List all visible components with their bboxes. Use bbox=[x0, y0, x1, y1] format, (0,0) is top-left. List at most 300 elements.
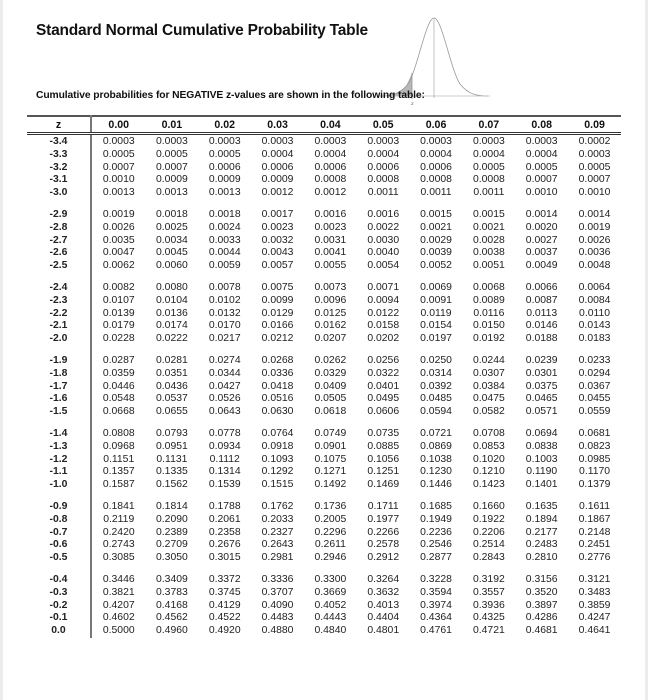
probability-cell: 0.0003 bbox=[472, 136, 505, 147]
probability-cell: 0.0087 bbox=[525, 294, 558, 306]
probability-cell: 0.1611 bbox=[579, 500, 611, 512]
probability-cell: 0.2483 bbox=[525, 539, 558, 551]
probability-cell: 0.0080 bbox=[156, 281, 188, 293]
z-value-cell: -0.4 bbox=[27, 574, 91, 587]
spacer-cell bbox=[91, 492, 621, 501]
probability-cell: 0.4840 bbox=[314, 625, 347, 637]
z-value-cell: -1.7 bbox=[27, 381, 91, 394]
table-row bbox=[27, 368, 621, 381]
probability-cell: 0.0162 bbox=[314, 320, 347, 332]
table-row bbox=[27, 441, 621, 454]
probability-cell: 0.0102 bbox=[208, 294, 241, 306]
probability-cell: 0.0329 bbox=[314, 367, 347, 379]
probability-cell: 0.0018 bbox=[208, 208, 241, 220]
probability-cell: 0.1292 bbox=[261, 466, 294, 478]
probability-cell: 0.0099 bbox=[261, 294, 294, 306]
table-row bbox=[27, 381, 621, 394]
z-value-cell: -3.2 bbox=[27, 162, 91, 175]
probability-cell: 0.0392 bbox=[420, 380, 452, 392]
probability-cell: 0.4364 bbox=[420, 612, 452, 624]
table-row bbox=[27, 454, 621, 467]
probability-cell: 0.5000 bbox=[102, 625, 135, 637]
probability-cell: 0.0505 bbox=[314, 393, 347, 405]
probability-cell: 0.1112 bbox=[209, 453, 240, 465]
table-caption: Cumulative probabilities for NEGATIVE z-values are shown in the following table: bbox=[36, 90, 425, 101]
probability-cell: 0.1977 bbox=[367, 513, 400, 525]
table-row bbox=[27, 428, 621, 441]
probability-cell: 0.0618 bbox=[314, 406, 347, 418]
table-row bbox=[27, 501, 621, 514]
probability-cell: 0.0119 bbox=[420, 307, 452, 319]
spacer-cell bbox=[91, 273, 621, 282]
probability-cell: 0.0003 bbox=[578, 148, 611, 160]
probability-cell: 0.0110 bbox=[579, 307, 611, 319]
probability-cell: 0.0068 bbox=[472, 281, 505, 293]
group-spacer bbox=[27, 419, 621, 428]
probability-cell: 0.0015 bbox=[420, 208, 452, 220]
probability-cell: 0.0052 bbox=[420, 260, 452, 272]
probability-cell: 0.0094 bbox=[367, 294, 400, 306]
z-value-cell: -1.5 bbox=[27, 406, 91, 419]
z-value-cell: -0.2 bbox=[27, 600, 91, 613]
probability-cell: 0.1446 bbox=[420, 479, 452, 491]
probability-cell: 0.0043 bbox=[261, 247, 294, 259]
probability-cell: 0.0035 bbox=[102, 234, 135, 246]
probability-cell: 0.0055 bbox=[314, 260, 347, 272]
table-row bbox=[27, 222, 621, 235]
probability-cell: 0.1660 bbox=[472, 500, 505, 512]
probability-cell: 0.1020 bbox=[472, 453, 505, 465]
probability-cell: 0.1151 bbox=[103, 453, 135, 465]
z-value-cell: -1.3 bbox=[27, 441, 91, 454]
probability-cell: 0.4602 bbox=[102, 612, 135, 624]
column-header: 0.09 bbox=[568, 116, 621, 134]
probability-cell: 0.0006 bbox=[208, 161, 241, 173]
probability-cell: 0.3897 bbox=[525, 599, 558, 611]
probability-cell: 0.0853 bbox=[472, 440, 505, 452]
probability-cell: 0.0006 bbox=[367, 161, 400, 173]
probability-cell: 0.0082 bbox=[102, 281, 135, 293]
probability-cell: 0.0139 bbox=[102, 307, 135, 319]
probability-cell: 0.2578 bbox=[367, 539, 400, 551]
probability-cell: 0.0104 bbox=[156, 294, 188, 306]
probability-cell: 0.0025 bbox=[156, 221, 188, 233]
probability-cell: 0.0367 bbox=[578, 380, 611, 392]
probability-cell: 0.1736 bbox=[314, 500, 347, 512]
probability-cell: 0.4522 bbox=[208, 612, 241, 624]
probability-cell: 0.1003 bbox=[525, 453, 558, 465]
column-header: 0.08 bbox=[515, 116, 568, 134]
probability-cell: 0.1539 bbox=[208, 479, 241, 491]
table-row bbox=[27, 625, 621, 638]
probability-cell: 0.0968 bbox=[102, 440, 135, 452]
probability-cell: 0.0059 bbox=[208, 260, 241, 272]
spacer-cell bbox=[91, 419, 621, 428]
probability-cell: 0.0031 bbox=[314, 234, 347, 246]
table-row bbox=[27, 552, 621, 565]
probability-cell: 0.0918 bbox=[261, 440, 294, 452]
probability-cell: 0.4562 bbox=[156, 612, 188, 624]
z-value-cell: -1.0 bbox=[27, 479, 91, 492]
probability-cell: 0.0017 bbox=[261, 208, 294, 220]
probability-cell: 0.0174 bbox=[156, 320, 188, 332]
probability-cell: 0.0122 bbox=[367, 307, 400, 319]
probability-cell: 0.0045 bbox=[156, 247, 188, 259]
probability-cell: 0.4721 bbox=[472, 625, 505, 637]
probability-cell: 0.0314 bbox=[420, 367, 452, 379]
probability-cell: 0.0455 bbox=[578, 393, 611, 405]
probability-cell: 0.2946 bbox=[314, 552, 347, 564]
probability-cell: 0.0019 bbox=[578, 221, 611, 233]
probability-cell: 0.0012 bbox=[314, 187, 347, 199]
probability-cell: 0.3594 bbox=[420, 586, 452, 598]
probability-cell: 0.4052 bbox=[314, 599, 347, 611]
probability-cell: 0.4880 bbox=[261, 625, 294, 637]
probability-cell: 0.2119 bbox=[103, 513, 135, 525]
probability-cell: 0.0009 bbox=[261, 174, 294, 186]
probability-cell: 0.0084 bbox=[578, 294, 611, 306]
column-header: 0.01 bbox=[145, 116, 198, 134]
probability-cell: 0.1251 bbox=[367, 466, 400, 478]
probability-cell: 0.3446 bbox=[102, 573, 135, 585]
table-row bbox=[27, 514, 621, 527]
probability-cell: 0.0268 bbox=[261, 354, 294, 366]
probability-cell: 0.4404 bbox=[367, 612, 400, 624]
probability-cell: 0.0015 bbox=[472, 208, 505, 220]
probability-cell: 0.0009 bbox=[156, 174, 188, 186]
probability-cell: 0.0008 bbox=[367, 174, 400, 186]
probability-cell: 0.2776 bbox=[578, 552, 611, 564]
z-value-cell: -0.6 bbox=[27, 539, 91, 552]
probability-cell: 0.1469 bbox=[367, 479, 400, 491]
probability-cell: 0.0287 bbox=[102, 354, 135, 366]
probability-cell: 0.1038 bbox=[420, 453, 452, 465]
probability-cell: 0.0985 bbox=[578, 453, 611, 465]
probability-cell: 0.0089 bbox=[472, 294, 505, 306]
probability-cell: 0.0655 bbox=[156, 406, 188, 418]
probability-cell: 0.0036 bbox=[578, 247, 611, 259]
probability-cell: 0.3372 bbox=[208, 573, 241, 585]
probability-cell: 0.0005 bbox=[472, 161, 505, 173]
probability-cell: 0.1190 bbox=[526, 466, 558, 478]
probability-cell: 0.4013 bbox=[367, 599, 400, 611]
probability-cell: 0.0039 bbox=[420, 247, 452, 259]
column-header: 0.04 bbox=[304, 116, 357, 134]
probability-cell: 0.0838 bbox=[525, 440, 558, 452]
probability-cell: 0.2061 bbox=[208, 513, 241, 525]
probability-cell: 0.0022 bbox=[367, 221, 400, 233]
probability-cell: 0.3264 bbox=[367, 573, 400, 585]
probability-cell: 0.0202 bbox=[367, 333, 400, 345]
probability-cell: 0.2676 bbox=[208, 539, 241, 551]
probability-cell: 0.0021 bbox=[472, 221, 505, 233]
probability-cell: 0.0004 bbox=[472, 148, 505, 160]
probability-cell: 0.0034 bbox=[156, 234, 188, 246]
probability-cell: 0.2005 bbox=[314, 513, 347, 525]
probability-cell: 0.0004 bbox=[367, 148, 400, 160]
probability-cell: 0.0091 bbox=[420, 294, 452, 306]
probability-cell: 0.1562 bbox=[156, 479, 188, 491]
probability-cell: 0.4443 bbox=[314, 612, 347, 624]
probability-cell: 0.0026 bbox=[578, 234, 611, 246]
probability-cell: 0.0548 bbox=[102, 393, 135, 405]
probability-cell: 0.0192 bbox=[472, 333, 505, 345]
z-value-cell: -2.5 bbox=[27, 260, 91, 273]
probability-cell: 0.0107 bbox=[102, 294, 135, 306]
probability-cell: 0.0537 bbox=[156, 393, 188, 405]
probability-cell: 0.2090 bbox=[156, 513, 188, 525]
probability-cell: 0.0003 bbox=[156, 136, 188, 147]
probability-cell: 0.0011 bbox=[420, 187, 452, 199]
column-header: 0.03 bbox=[251, 116, 304, 134]
probability-cell: 0.1170 bbox=[579, 466, 611, 478]
probability-cell: 0.0008 bbox=[420, 174, 452, 186]
probability-cell: 0.3783 bbox=[156, 586, 188, 598]
probability-cell: 0.0158 bbox=[367, 320, 400, 332]
z-value-cell: -3.4 bbox=[27, 134, 91, 149]
probability-cell: 0.0003 bbox=[525, 136, 558, 147]
spacer-cell bbox=[91, 200, 621, 209]
probability-cell: 0.1357 bbox=[102, 466, 135, 478]
probability-cell: 0.0170 bbox=[208, 320, 241, 332]
probability-cell: 0.0749 bbox=[314, 427, 347, 439]
probability-cell: 0.0113 bbox=[526, 307, 558, 319]
probability-cell: 0.0359 bbox=[102, 367, 135, 379]
probability-cell: 0.0516 bbox=[261, 393, 294, 405]
probability-cell: 0.0188 bbox=[525, 333, 558, 345]
table-row bbox=[27, 308, 621, 321]
probability-cell: 0.0037 bbox=[525, 247, 558, 259]
probability-cell: 0.0007 bbox=[578, 174, 611, 186]
probability-cell: 0.0418 bbox=[261, 380, 294, 392]
probability-cell: 0.0735 bbox=[367, 427, 400, 439]
probability-cell: 0.1335 bbox=[156, 466, 188, 478]
probability-cell: 0.3669 bbox=[314, 586, 347, 598]
z-value-cell: -0.1 bbox=[27, 612, 91, 625]
probability-cell: 0.0028 bbox=[472, 234, 505, 246]
probability-cell: 0.2266 bbox=[367, 526, 400, 538]
probability-cell: 0.0041 bbox=[314, 247, 347, 259]
probability-cell: 0.0606 bbox=[367, 406, 400, 418]
probability-cell: 0.0008 bbox=[472, 174, 505, 186]
probability-cell: 0.0007 bbox=[102, 161, 135, 173]
probability-cell: 0.0012 bbox=[261, 187, 294, 199]
probability-cell: 0.3192 bbox=[472, 573, 505, 585]
probability-cell: 0.2451 bbox=[578, 539, 611, 551]
probability-cell: 0.3745 bbox=[208, 586, 241, 598]
probability-cell: 0.0064 bbox=[578, 281, 611, 293]
probability-cell: 0.0009 bbox=[208, 174, 241, 186]
probability-cell: 0.0075 bbox=[261, 281, 294, 293]
probability-cell: 0.4286 bbox=[525, 612, 558, 624]
spacer-cell bbox=[27, 200, 91, 209]
z-value-cell: -2.4 bbox=[27, 282, 91, 295]
z-value-cell: -3.1 bbox=[27, 174, 91, 187]
page-edge-left bbox=[0, 0, 3, 700]
probability-cell: 0.0446 bbox=[102, 380, 135, 392]
probability-cell: 0.1379 bbox=[578, 479, 611, 491]
z-value-cell: -2.6 bbox=[27, 247, 91, 260]
probability-cell: 0.0322 bbox=[367, 367, 400, 379]
probability-cell: 0.4129 bbox=[208, 599, 241, 611]
probability-cell: 0.3483 bbox=[578, 586, 611, 598]
probability-cell: 0.3156 bbox=[525, 573, 558, 585]
probability-cell: 0.0375 bbox=[525, 380, 558, 392]
probability-cell: 0.3085 bbox=[102, 552, 135, 564]
table-row bbox=[27, 162, 621, 175]
probability-cell: 0.0150 bbox=[472, 320, 505, 332]
probability-cell: 0.0146 bbox=[525, 320, 558, 332]
z-value-cell: -3.0 bbox=[27, 187, 91, 200]
probability-cell: 0.1814 bbox=[156, 500, 188, 512]
z-value-cell: -1.4 bbox=[27, 428, 91, 441]
probability-cell: 0.4090 bbox=[261, 599, 294, 611]
probability-cell: 0.0010 bbox=[578, 187, 611, 199]
probability-cell: 0.0005 bbox=[102, 148, 135, 160]
probability-cell: 0.2709 bbox=[156, 539, 188, 551]
probability-cell: 0.1762 bbox=[261, 500, 294, 512]
probability-cell: 0.2296 bbox=[314, 526, 347, 538]
probability-cell: 0.1841 bbox=[102, 500, 135, 512]
probability-cell: 0.0024 bbox=[208, 221, 241, 233]
probability-cell: 0.0005 bbox=[578, 161, 611, 173]
probability-cell: 0.1515 bbox=[261, 479, 294, 491]
probability-cell: 0.0475 bbox=[472, 393, 505, 405]
table-row bbox=[27, 149, 621, 162]
probability-cell: 0.0006 bbox=[261, 161, 294, 173]
probability-cell: 0.0040 bbox=[367, 247, 400, 259]
group-spacer bbox=[27, 346, 621, 355]
probability-cell: 0.4920 bbox=[208, 625, 241, 637]
probability-cell: 0.0029 bbox=[420, 234, 452, 246]
probability-cell: 0.3121 bbox=[578, 573, 611, 585]
probability-cell: 0.1867 bbox=[578, 513, 611, 525]
probability-cell: 0.0003 bbox=[367, 136, 400, 147]
probability-cell: 0.0132 bbox=[208, 307, 241, 319]
z-value-cell: -0.9 bbox=[27, 501, 91, 514]
probability-cell: 0.0951 bbox=[156, 440, 188, 452]
probability-cell: 0.0044 bbox=[208, 247, 241, 259]
probability-cell: 0.0630 bbox=[261, 406, 294, 418]
table-row bbox=[27, 527, 621, 540]
probability-cell: 0.0003 bbox=[314, 136, 347, 147]
probability-cell: 0.0005 bbox=[156, 148, 188, 160]
probability-cell: 0.0239 bbox=[525, 354, 558, 366]
probability-cell: 0.0244 bbox=[472, 354, 505, 366]
z-value-cell: -1.9 bbox=[27, 355, 91, 368]
probability-cell: 0.0222 bbox=[156, 333, 188, 345]
probability-cell: 0.0778 bbox=[208, 427, 241, 439]
probability-cell: 0.0582 bbox=[472, 406, 505, 418]
probability-cell: 0.0023 bbox=[314, 221, 347, 233]
probability-cell: 0.0136 bbox=[156, 307, 188, 319]
probability-cell: 0.0307 bbox=[472, 367, 505, 379]
probability-cell: 0.3050 bbox=[156, 552, 188, 564]
probability-cell: 0.0047 bbox=[102, 247, 135, 259]
table-row bbox=[27, 479, 621, 492]
column-header-z: z bbox=[27, 116, 91, 134]
probability-cell: 0.0166 bbox=[261, 320, 294, 332]
probability-cell: 0.0183 bbox=[578, 333, 611, 345]
probability-cell: 0.0351 bbox=[156, 367, 188, 379]
probability-cell: 0.0384 bbox=[472, 380, 505, 392]
probability-cell: 0.0013 bbox=[208, 187, 241, 199]
probability-cell: 0.0344 bbox=[208, 367, 241, 379]
probability-cell: 0.0062 bbox=[102, 260, 135, 272]
probability-cell: 0.1423 bbox=[472, 479, 505, 491]
probability-cell: 0.0233 bbox=[578, 354, 611, 366]
probability-cell: 0.0019 bbox=[102, 208, 135, 220]
probability-cell: 0.4960 bbox=[156, 625, 188, 637]
probability-cell: 0.0003 bbox=[261, 136, 294, 147]
spacer-cell bbox=[27, 273, 91, 282]
probability-cell: 0.3707 bbox=[261, 586, 294, 598]
probability-cell: 0.0018 bbox=[156, 208, 188, 220]
probability-cell: 0.0014 bbox=[578, 208, 611, 220]
z-value-cell: -2.3 bbox=[27, 295, 91, 308]
probability-cell: 0.0007 bbox=[156, 161, 188, 173]
probability-cell: 0.0051 bbox=[472, 260, 505, 272]
table-row bbox=[27, 355, 621, 368]
probability-cell: 0.0010 bbox=[102, 174, 135, 186]
probability-cell: 0.0016 bbox=[367, 208, 400, 220]
probability-cell: 0.4801 bbox=[367, 625, 400, 637]
probability-cell: 0.0004 bbox=[261, 148, 294, 160]
table-row bbox=[27, 295, 621, 308]
table-row bbox=[27, 587, 621, 600]
probability-cell: 0.0764 bbox=[261, 427, 294, 439]
page-title: Standard Normal Cumulative Probability Table bbox=[36, 22, 368, 39]
probability-cell: 0.3974 bbox=[420, 599, 452, 611]
probability-cell: 0.2643 bbox=[261, 539, 294, 551]
probability-cell: 0.0401 bbox=[367, 380, 400, 392]
probability-cell: 0.0003 bbox=[102, 136, 135, 147]
probability-cell: 0.4483 bbox=[261, 612, 294, 624]
probability-cell: 0.0006 bbox=[314, 161, 347, 173]
probability-cell: 0.0250 bbox=[420, 354, 452, 366]
probability-cell: 0.0008 bbox=[314, 174, 347, 186]
group-spacer bbox=[27, 273, 621, 282]
probability-cell: 0.0901 bbox=[314, 440, 347, 452]
probability-cell: 0.0054 bbox=[367, 260, 400, 272]
probability-cell: 0.4641 bbox=[578, 625, 611, 637]
probability-cell: 0.0016 bbox=[314, 208, 347, 220]
z-value-cell: -0.5 bbox=[27, 552, 91, 565]
probability-cell: 0.0934 bbox=[208, 440, 241, 452]
z-value-cell: -2.8 bbox=[27, 222, 91, 235]
z-value-cell: -1.8 bbox=[27, 368, 91, 381]
probability-cell: 0.0005 bbox=[525, 161, 558, 173]
column-header: 0.02 bbox=[198, 116, 251, 134]
probability-cell: 0.0096 bbox=[314, 294, 347, 306]
probability-cell: 0.0281 bbox=[156, 354, 188, 366]
table-body bbox=[27, 134, 621, 638]
probability-cell: 0.0465 bbox=[525, 393, 558, 405]
probability-cell: 0.0708 bbox=[472, 427, 505, 439]
probability-cell: 0.0005 bbox=[208, 148, 241, 160]
probability-cell: 0.0038 bbox=[472, 247, 505, 259]
probability-cell: 0.1685 bbox=[420, 500, 452, 512]
table-row bbox=[27, 260, 621, 273]
probability-cell: 0.0668 bbox=[102, 406, 135, 418]
probability-cell: 0.0643 bbox=[208, 406, 241, 418]
probability-cell: 0.0021 bbox=[420, 221, 452, 233]
probability-cell: 0.2033 bbox=[261, 513, 294, 525]
table-row bbox=[27, 235, 621, 248]
probability-cell: 0.3336 bbox=[261, 573, 294, 585]
table-row bbox=[27, 466, 621, 479]
probability-cell: 0.0006 bbox=[420, 161, 452, 173]
